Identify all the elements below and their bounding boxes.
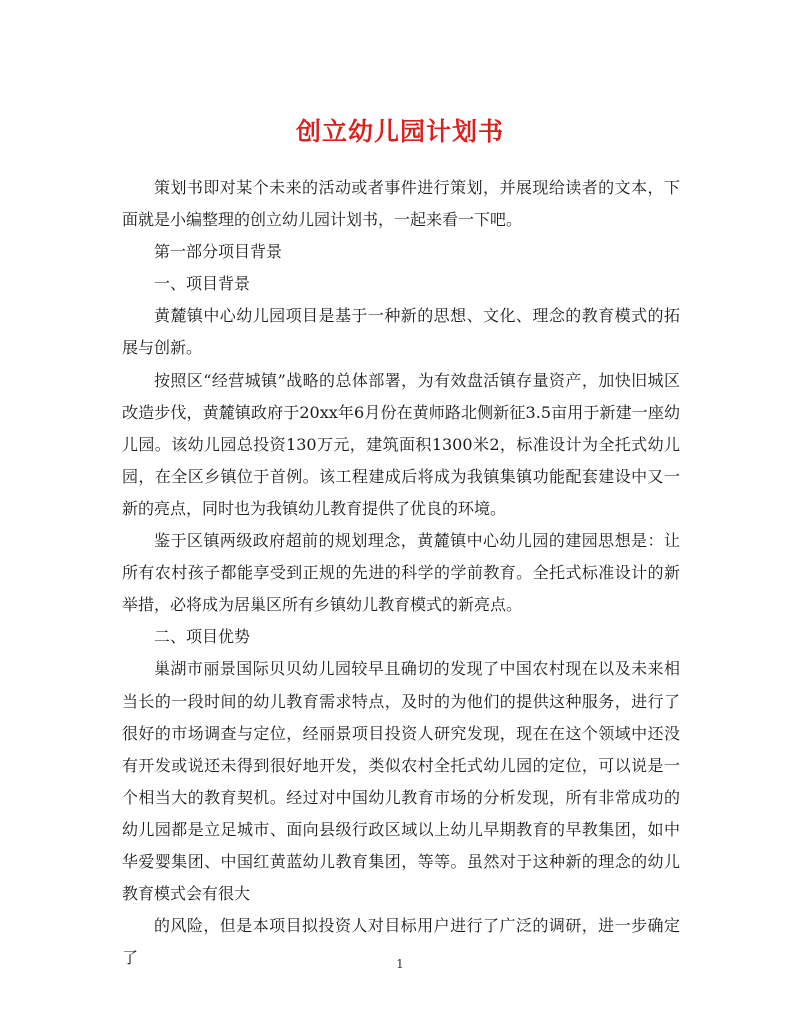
intro-paragraph: 策划书即对某个未来的活动或者事件进行策划，并展现给读者的文本，下面就是小编整理的创立幼儿园计划书，一起来看一下吧。: [122, 178, 680, 230]
subsection-heading-advantages: 二、项目优势: [154, 627, 251, 647]
subsection-heading-background: 一、项目背景: [154, 274, 251, 294]
body-paragraph: 鉴于区镇两级政府超前的规划理念，黄麓镇中心幼儿园的建园思想是：让所有农村孩子都能享受到正规的先进的科学的学前教育。全托式标准设计的新举措，必将成为居巢区所有乡镇幼儿教育模式的新亮点。: [122, 531, 680, 615]
page-number: 1: [396, 957, 404, 971]
body-paragraph: 巢湖市丽景国际贝贝幼儿园较早且确切的发现了中国农村现在以及未来相当长的一段时间的幼儿教育需求特点，及时的为他们的提供这种服务，进行了很好的市场调查与定位，经丽景项目投资人研究发现，现在在这个领域中还没有开发或说还未得到很好地开发，类似农村全托式幼儿园的定位，可以说是一个相当大的教育契机。经过对中国幼儿教育市场的分析发现，所有非常成功的幼儿园都是立足城市、面向县级行政区域以上幼儿早期教育的早教集团，如中华爱婴集团、中国红黄蓝幼儿教育集团，等等。虽然对于这种新的理念的幼儿教育模式会有很大: [122, 659, 680, 904]
body-paragraph: 按照区“经营城镇”战略的总体部署，为有效盘活镇存量资产，加快旧城区改造步伐，黄麓镇政府于20xx年6月份在黄师路北侧新征3.5亩用于新建一座幼儿园。该幼儿园总投资130万元，建筑面积1300米2，标准设计为全托式幼儿园，在全区乡镇位于首例。该工程建成后将成为我镇集镇功能配套建设中又一新的亮点，同时也为我镇幼儿教育提供了优良的环境。: [122, 370, 680, 518]
body-paragraph: 的风险，但是本项目拟投资人对目标用户进行了广泛的调研，进一步确定了: [122, 916, 680, 968]
document-title: 创立幼儿园计划书: [295, 117, 504, 146]
document-body: [122, 172, 680, 974]
section-heading-part-one: 第一部分项目背景: [154, 242, 283, 262]
body-paragraph: 黄麓镇中心幼儿园项目是基于一种新的思想、文化、理念的教育模式的拓展与创新。: [122, 306, 680, 358]
